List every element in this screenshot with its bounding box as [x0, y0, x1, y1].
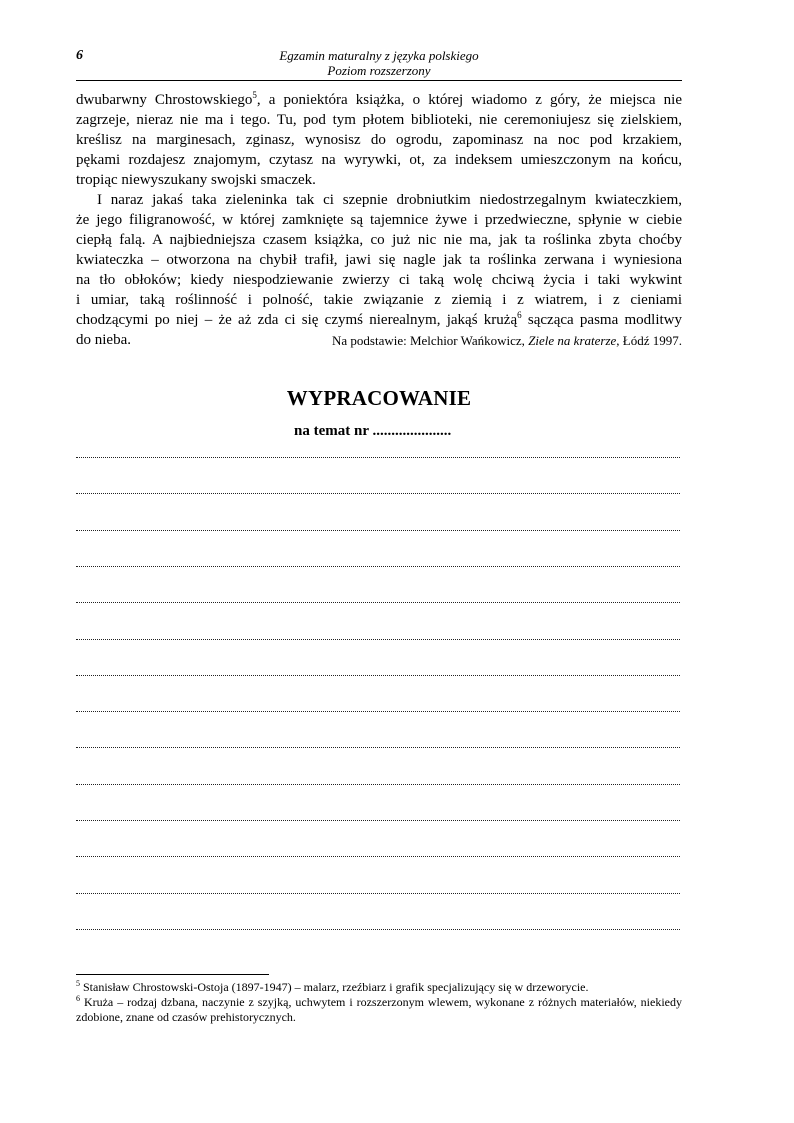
answer-line[interactable]: [76, 602, 680, 603]
answer-line[interactable]: [76, 929, 680, 930]
page-header: [76, 48, 682, 78]
text-line: że jego filigranowość, w której zamknięte są tajemnice żywe i przedwieczne, spłynie w ciebie: [76, 212, 682, 228]
answer-line[interactable]: [76, 856, 680, 857]
footnotes: [76, 980, 682, 1025]
footnote-rule: [76, 974, 269, 975]
answer-line[interactable]: [76, 820, 680, 821]
answer-line[interactable]: [76, 639, 680, 640]
source-book-title: Ziele na kraterze: [528, 333, 617, 348]
answer-line[interactable]: [76, 747, 680, 748]
header-title: Egzamin maturalny z języka polskiego: [279, 48, 479, 63]
text-line: do nieba.: [76, 332, 131, 348]
footnote-ref-5: 5: [252, 90, 257, 100]
text-line: chodzącymi po niej – że aż zda ci się czymś nierealnym, jakąś krużą$^6$ sącząca pasma modlitwy: [76, 310, 682, 328]
text-line: ciepłą falą. A najbiedniejsza czasem książka, co już nic nie ma, jak ta roślinka zbyta choćby: [76, 232, 682, 248]
answer-line[interactable]: [76, 530, 680, 531]
text-line: pękami rozdajesz znajomym, czytasz na wyrywki, ot, za indeksem umieszczonym na końcu,: [76, 152, 682, 168]
essay-title: WYPRACOWANIE: [286, 386, 472, 410]
text-line: tropiąc niewyszukany swojski smaczek.: [76, 172, 316, 188]
answer-line[interactable]: [76, 711, 680, 712]
answer-line[interactable]: [76, 493, 680, 494]
footnote-5: $^5$ Stanisław Chrostowski-Ostoja (1897-1947) – malarz, rzeźbiarz i grafik specjalizujący się w drzeworycie.: [76, 979, 589, 994]
footnote-ref-6: 6: [517, 310, 522, 320]
paragraph-2: [76, 190, 682, 350]
text-line: dwubarwny Chrostowskiego$^5$, a poniektóra książka, o której wiadomo z góry, że miejsca nie: [76, 90, 682, 108]
text-line: zagrzeje, nieraz nie ma i tego. Tu, pod tym płotem biblioteki, nie ceremoniujesz się zielskiem,: [76, 112, 682, 128]
text-line: kwiateczka – otworzona na chybił trafił, jawi się nagle jak ta roślinka zerwana i wyniesiona: [76, 252, 682, 268]
text-line: na tło obłoków; kiedy niespodziewanie zwierzy ci taką wolę chciwą życia i taki wykwint: [76, 272, 682, 288]
answer-line[interactable]: [76, 784, 680, 785]
header-rule: [76, 80, 682, 81]
answer-line[interactable]: [76, 675, 680, 676]
paragraph-1: [76, 90, 682, 190]
text-line: i umiar, taką roślinność i polność, takie związanie z ziemią i z wiatrem, i z cieniami: [76, 292, 682, 308]
answer-line[interactable]: [76, 893, 680, 894]
text-line: kreślisz na marginesach, zginasz, wynosisz do ogrodu, zapominasz na noc pod krzakiem,: [76, 132, 682, 148]
answer-line[interactable]: [76, 566, 680, 567]
page-number: 6: [76, 48, 83, 63]
passage: [76, 90, 682, 350]
source-citation: Na podstawie: Melchior Wańkowicz, Ziele na kraterze, Łódź 1997.: [332, 333, 682, 348]
text-line: I naraz jakaś taka zieleninka tak ci szepnie drobniutkim niedostrzegalnym kwiateczkiem,: [97, 192, 682, 208]
footnote-6: $^6$ Kruża – rodzaj dzbana, naczynie z szyjką, uchwytem i rozszerzonym wlewem, wykonane z różnych materiałów, niekiedy zdobione, znane od czasów prehistorycznych.: [76, 994, 682, 1024]
answer-line[interactable]: [76, 457, 680, 458]
essay-topic-number[interactable]: na temat nr .....................: [294, 423, 452, 439]
header-subtitle: Poziom rozszerzony: [327, 63, 431, 78]
